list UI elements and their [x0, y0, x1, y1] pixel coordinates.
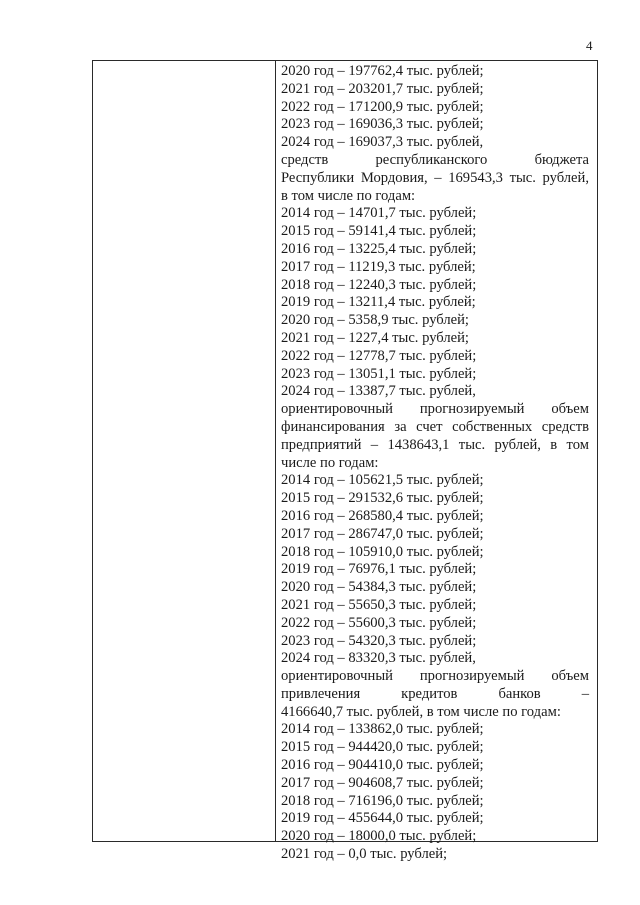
text-line: ориентировочный прогнозируемый объем — [281, 668, 589, 685]
text-line: 2024 год – 83320,3 тыс. рублей, — [281, 650, 476, 667]
text-line: 2021 год – 0,0 тыс. рублей; — [281, 846, 448, 863]
text-line: 2023 год – 13051,1 тыс. рублей; — [281, 365, 477, 382]
text-line: 2019 год – 76976,1 тыс. рублей; — [281, 561, 477, 578]
text-line: 2016 год – 13225,4 тыс. рублей; — [281, 240, 477, 257]
financing-table — [92, 60, 598, 863]
text-line: 2016 год – 904410,0 тыс. рублей; — [281, 757, 484, 774]
text-line: Республики Мордовия, – 169543,3 тыс. рублей, — [281, 169, 589, 186]
text-line: 2024 год – 169037,3 тыс. рублей, — [281, 134, 484, 151]
text-line: 2019 год – 13211,4 тыс. рублей; — [281, 294, 476, 311]
column-divider — [275, 61, 276, 841]
text-line: финансирования за счет собственных средств — [281, 418, 589, 435]
text-line: 2017 год – 904608,7 тыс. рублей; — [281, 774, 484, 791]
text-line: 2019 год – 455644,0 тыс. рублей; — [281, 810, 484, 827]
page-number: 4 — [586, 38, 593, 53]
text-line: 2015 год – 291532,6 тыс. рублей; — [281, 490, 484, 507]
text-line: 2021 год – 203201,7 тыс. рублей; — [281, 80, 484, 97]
text-line: числе по годам: — [281, 454, 379, 471]
text-line: 2015 год – 944420,0 тыс. рублей; — [281, 739, 484, 756]
text-line: 2018 год – 12240,3 тыс. рублей; — [281, 276, 477, 293]
text-line: 2022 год – 55600,3 тыс. рублей; — [281, 614, 477, 631]
text-line: 2022 год – 171200,9 тыс. рублей; — [281, 98, 484, 115]
text-line: 2016 год – 268580,4 тыс. рублей; — [281, 507, 484, 524]
text-line: 2020 год – 54384,3 тыс. рублей; — [281, 579, 477, 596]
text-line: 2020 год – 18000,0 тыс. рублей; — [281, 828, 477, 845]
text-line: 2024 год – 13387,7 тыс. рублей, — [281, 383, 476, 400]
text-line: 2017 год – 11219,3 тыс. рублей; — [281, 258, 476, 275]
text-line: 2014 год – 14701,7 тыс. рублей; — [281, 205, 477, 222]
text-line: 4166640,7 тыс. рублей, в том числе по годам: — [281, 703, 561, 720]
text-line: предприятий – 1438643,1 тыс. рублей, в том — [281, 436, 589, 453]
text-line: 2017 год – 286747,0 тыс. рублей; — [281, 525, 484, 542]
text-line: 2014 год – 133862,0 тыс. рублей; — [281, 721, 484, 738]
text-line: 2023 год – 54320,3 тыс. рублей; — [281, 632, 477, 649]
text-line: привлечения кредитов банков – — [281, 685, 589, 702]
text-line: в том числе по годам: — [281, 187, 416, 204]
text-line: 2021 год – 1227,4 тыс. рублей; — [281, 329, 469, 346]
text-line: 2018 год – 105910,0 тыс. рублей; — [281, 543, 484, 560]
text-line: 2023 год – 169036,3 тыс. рублей; — [281, 116, 484, 133]
text-line: средств республиканского бюджета — [281, 151, 589, 168]
table-left-cell — [93, 61, 275, 841]
text-line: 2020 год – 5358,9 тыс. рублей; — [281, 312, 469, 329]
text-line: ориентировочный прогнозируемый объем — [281, 401, 589, 418]
text-line: 2014 год – 105621,5 тыс. рублей; — [281, 472, 484, 489]
table-right-cell — [281, 63, 589, 864]
text-line: 2020 год – 197762,4 тыс. рублей; — [281, 63, 484, 79]
text-line: 2015 год – 59141,4 тыс. рублей; — [281, 223, 477, 240]
text-line: 2022 год – 12778,7 тыс. рублей; — [281, 347, 477, 364]
text-line: 2018 год – 716196,0 тыс. рублей; — [281, 792, 484, 809]
text-line: 2021 год – 55650,3 тыс. рублей; — [281, 596, 477, 613]
